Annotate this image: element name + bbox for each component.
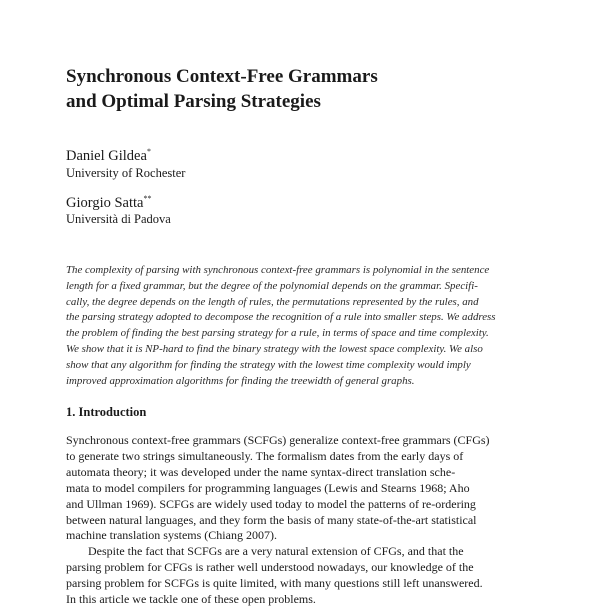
- body-line: mata to model compilers for programming languages (Lewis and Stearns 1968; Aho: [66, 480, 470, 495]
- body-line: In this article we tackle one of these open problems.: [66, 592, 316, 607]
- author-name: [66, 148, 151, 165]
- body-line: and Ullman 1969). SCFGs are widely used today to model the patterns of re-ordering: [66, 496, 476, 511]
- author-name-text: Giorgio Satta: [66, 195, 144, 211]
- abstract-line: the parsing strategy adopted to decompose the recognition of a rule into smaller steps. We address: [66, 311, 496, 324]
- section-title: Introduction: [78, 405, 147, 419]
- abstract-line: length for a fixed grammar, but the degree of the polynomial depends on the grammar. Specifi-: [66, 279, 478, 292]
- body-line: machine translation systems (Chiang 2007).: [66, 528, 277, 543]
- title-line: Synchronous Context-Free Grammars: [66, 66, 378, 87]
- title-line: and Optimal Parsing Strategies: [66, 91, 321, 112]
- author-affiliation: University of Rochester: [66, 166, 186, 180]
- abstract-line: show that any algorithm for finding the strategy with the lowest time complexity would imply: [66, 358, 471, 371]
- author-footnote-mark: **: [143, 194, 152, 203]
- section-body: [66, 433, 542, 608]
- abstract-line: improved approximation algorithms for finding the treewidth of general graphs.: [66, 374, 415, 387]
- abstract-line: We show that it is NP-hard to find the binary strategy with the lowest space complexity. We also: [66, 342, 483, 355]
- abstract-line: the problem of finding the best parsing strategy for a rule, in terms of space and time complexity.: [66, 327, 489, 340]
- author-affiliation: Università di Padova: [66, 212, 171, 226]
- body-line: Synchronous context-free grammars (SCFGs) generalize context-free grammars (CFGs): [66, 433, 490, 447]
- author-footnote-mark: *: [146, 147, 151, 156]
- abstract: [66, 263, 542, 389]
- section-number: 1.: [66, 405, 76, 419]
- body-line: parsing problem for SCFGs is quite limited, with many questions still left unanswered.: [66, 576, 483, 591]
- abstract-line: cally, the degree depends on the length of rules, the permutations represented by the rules, and: [66, 295, 479, 308]
- body-line: automata theory; it was developed under the name syntax-direct translation sche-: [66, 464, 456, 479]
- author-name: [66, 195, 151, 212]
- section-heading: [66, 405, 146, 420]
- body-line: parsing problem for CFGs is rather well understood nowadays, our knowledge of the: [66, 560, 474, 575]
- body-line: to generate two strings simultaneously. The formalism dates from the early days of: [66, 448, 464, 463]
- paper-title: [66, 64, 546, 114]
- author-name-text: Daniel Gildea: [66, 148, 147, 164]
- abstract-line: The complexity of parsing with synchronous context-free grammars is polynomial in the sentence: [66, 264, 490, 276]
- body-line: between natural languages, and they form the basis of many state-of-the-art statistical: [66, 512, 477, 527]
- body-line: Despite the fact that SCFGs are a very natural extension of CFGs, and that the: [88, 544, 464, 559]
